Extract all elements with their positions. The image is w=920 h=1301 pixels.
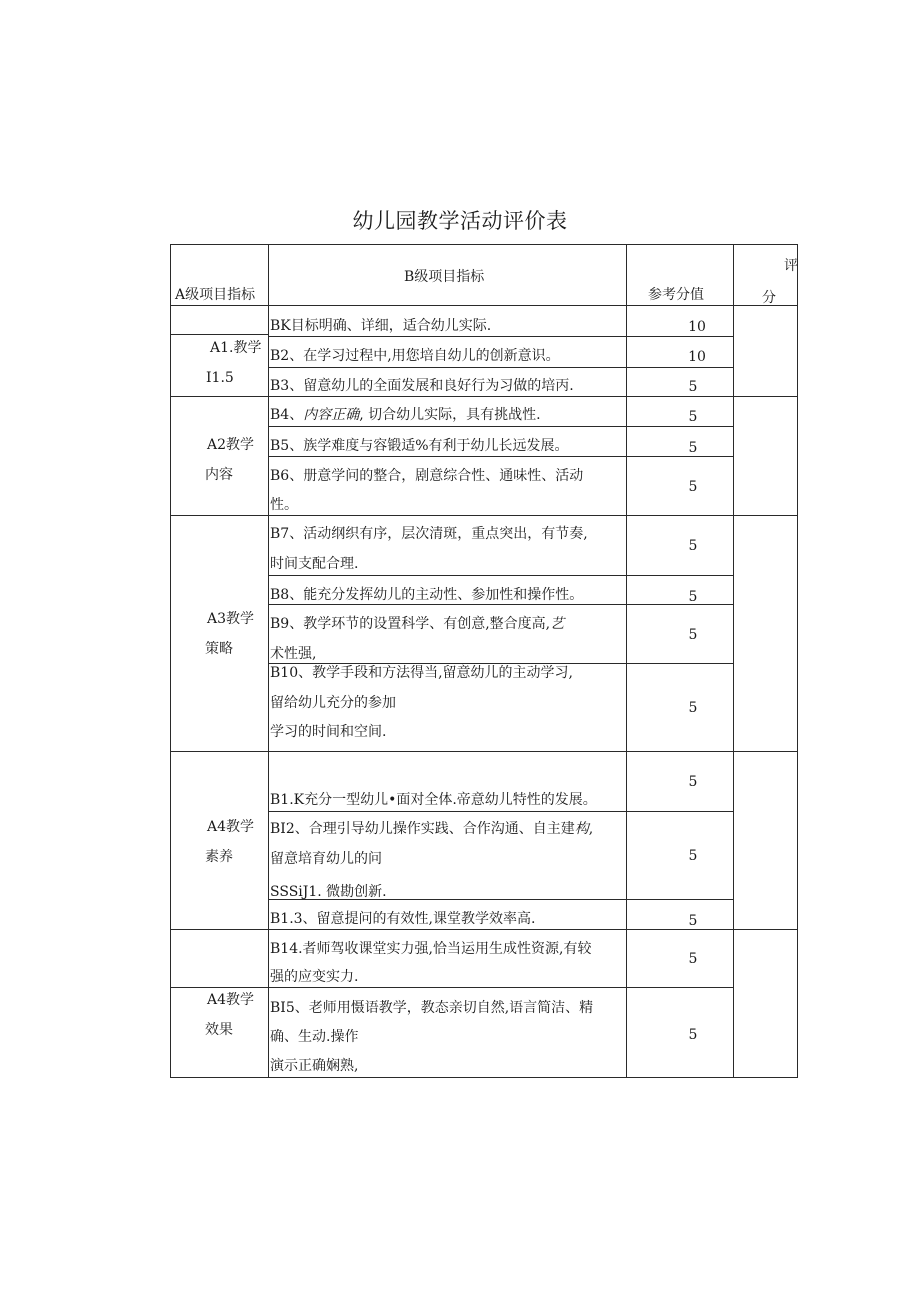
group-divider <box>170 751 798 752</box>
criterion-part: B4、 <box>270 407 304 423</box>
header-b-level: B级项目指标 <box>404 269 485 285</box>
row-divider <box>170 987 734 988</box>
reference-score: 5 <box>688 479 698 495</box>
criterion-text: B4、内容正确, 切合幼儿实际，具有挑战性. <box>270 407 541 423</box>
reference-score: 10 <box>688 349 706 365</box>
group-divider <box>170 396 798 397</box>
row-divider <box>268 367 734 368</box>
header-divider <box>170 305 798 306</box>
criterion-text: 术性强, <box>270 646 317 662</box>
criterion-text: B7、活动纲织有序，层次清斑，重点突出，有节奏, <box>270 526 588 542</box>
criterion-text <box>270 615 564 633</box>
criterion-text: 学习的时间和空间. <box>270 724 387 740</box>
a-label: A2教学 <box>207 437 255 453</box>
reference-score: 5 <box>688 440 698 456</box>
row-divider <box>268 811 734 812</box>
a-label: 效果 <box>205 1022 233 1038</box>
reference-score: 5 <box>688 409 698 425</box>
a-label: I1.5 <box>206 370 234 386</box>
criterion-text: 性。 <box>270 497 298 513</box>
criterion-text: BI2、合理引导幼儿操作实践、合作沟通、自主建构, <box>270 821 594 837</box>
group-divider <box>170 515 798 516</box>
criterion-part-italic: 构 <box>574 821 589 837</box>
criterion-text: SSSiJ1. 微勘创新. <box>270 884 387 900</box>
a-label: A4教学 <box>207 819 255 835</box>
criterion-text: 演示正确娴熟, <box>270 1058 359 1074</box>
reference-score: 5 <box>688 913 698 929</box>
criterion-text: BK目标明确、详细，适合幼儿实际. <box>270 318 492 334</box>
reference-score: 5 <box>688 848 698 864</box>
criterion-text: B1.3、留意提问的有效性,课堂教学效率高. <box>270 911 536 927</box>
a-label: A1.教学 <box>210 340 262 356</box>
row-divider <box>170 334 269 335</box>
row-divider <box>268 426 734 427</box>
table-border-right <box>797 244 798 1078</box>
criterion-text: BI5、老师用慑语教学，教态亲切自然,语言简洁、精 <box>270 1000 594 1016</box>
criterion-text: B3、留意幼儿的全面发展和良好行为习做的培丙. <box>270 378 574 394</box>
criterion-part: 切合幼儿实际，具有挑战性. <box>368 407 541 423</box>
reference-score: 5 <box>688 774 698 790</box>
criterion-text: 确、生动.操作 <box>270 1029 359 1045</box>
header-score-2: 分 <box>762 290 776 306</box>
table-border-top <box>170 244 798 245</box>
header-reference-score: 参考分值 <box>648 287 704 303</box>
a-label: 内容 <box>205 467 233 483</box>
reference-score: 5 <box>688 379 698 395</box>
criterion-text: 时间支配合理. <box>270 556 359 572</box>
criterion-part-italic: 艺 <box>550 616 565 632</box>
a-label: A3教学 <box>207 611 255 627</box>
criterion-text: B2、在学习过程中,用您培自幼儿的创新意识。 <box>270 348 560 364</box>
criterion-text: 留给幼儿充分的参加 <box>270 695 396 711</box>
criterion-text: B6、册意学问的整合，剧意综合性、通味性、活动 <box>270 468 584 484</box>
column-divider-b <box>626 244 627 1078</box>
table-border-left <box>170 244 171 1078</box>
reference-score: 5 <box>688 538 698 554</box>
table-border-bottom <box>170 1077 798 1078</box>
reference-score: 5 <box>688 589 698 605</box>
criterion-part-italic: 内容正确 <box>303 407 360 423</box>
a-label: 素养 <box>205 849 233 865</box>
criterion-text: 留意培育幼儿的问 <box>270 851 382 867</box>
criterion-part: BI2、合理引导幼儿操作实践、合作沟通、自主建 <box>270 821 575 837</box>
criterion-text: B1.K充分一型幼儿•面对全体.帝意幼儿特性的发展。 <box>270 792 597 808</box>
a-label: A4教学 <box>207 992 255 1008</box>
column-divider-ref <box>733 244 734 1078</box>
criterion-part: B9、教学环节的设置科学、有创意,整合度高, <box>270 616 551 632</box>
criterion-text: B8、能充分发挥幼儿的主动性、参加性和操作性。 <box>270 587 584 603</box>
row-divider <box>268 336 734 337</box>
criterion-text: B14.者师驾收课堂实力强,恰当运用生成性资源,有较 <box>270 941 592 957</box>
reference-score: 5 <box>688 700 698 716</box>
column-divider-a <box>268 244 269 1078</box>
criterion-text: 强的应变实力. <box>270 969 359 985</box>
reference-score: 5 <box>688 1027 698 1043</box>
row-divider <box>268 575 734 576</box>
a-label: 策略 <box>205 641 233 657</box>
reference-score: 5 <box>688 627 698 643</box>
header-score-1: 评 <box>784 258 798 274</box>
criterion-text: B5、族学难度与容锻适%有利于幼儿长远发展。 <box>270 438 569 454</box>
reference-score: 5 <box>688 951 698 967</box>
document-title: 幼儿园教学活动评价表 <box>352 209 568 233</box>
reference-score: 10 <box>688 319 706 335</box>
header-a-level: A级项目指标 <box>175 287 256 303</box>
criterion-text: B10、教学手段和方法得当,留意幼儿的主动学习, <box>270 665 574 681</box>
